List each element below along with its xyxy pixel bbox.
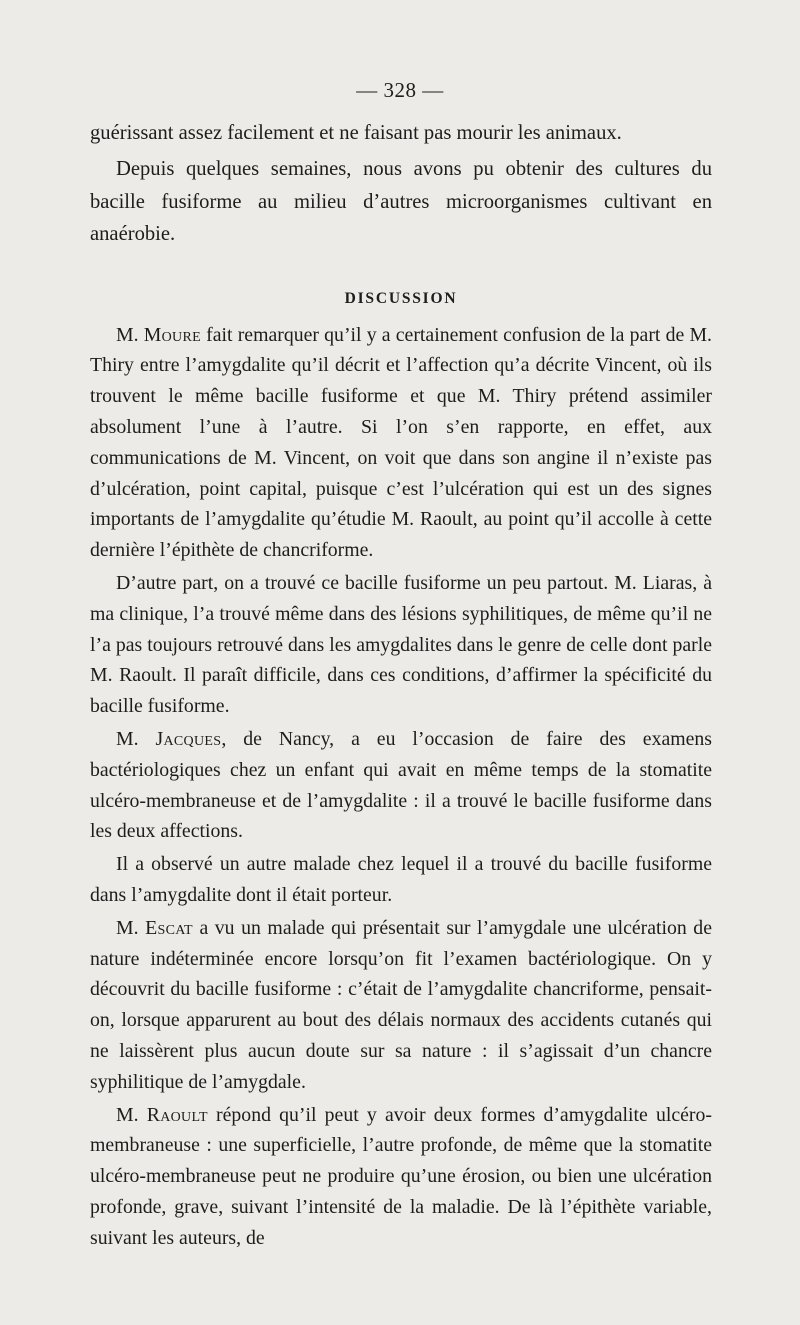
paragraph-escat bbox=[90, 913, 712, 1098]
paragraph-cultures: Depuis quelques semaines, nous avons pu obtenir des cultures du bacille fusiforme au milieu d’autres microorganismes cultivant en anaérobie. bbox=[90, 158, 712, 246]
paragraph-liaras bbox=[90, 568, 712, 722]
paragraph-jacques bbox=[90, 724, 712, 847]
speaker-prefix: M. bbox=[116, 1103, 139, 1126]
paragraph-raoult bbox=[90, 1100, 712, 1254]
speaker-name: Moure bbox=[143, 323, 201, 346]
paragraph-text: répond qu’il peut y avoir deux formes d’amygdalite ulcéro-membraneuse : une superficielle, l’autre profonde, de même que la stomatite ulcéro-membraneuse peut ne produire qu’une érosion, ou bien une ulcération profonde, grave, suivant l’intensité de la maladie. De là l’épithète variable, suivant les auteurs, de bbox=[90, 1103, 712, 1249]
paragraph-other-patient bbox=[90, 849, 712, 911]
paragraph-text: fait remarquer qu’il y a certainement confusion de la part de M. Thiry entre l’amygdalite qu’il décrit et l’affection qu’a décrite Vincent, où ils trouvent le même bacille fusiforme et que M. Thiry prétend assimiler absolument l’une à l’autre. Si l’on s’en rapporte, en effet, aux communications de M. Vincent, on voit que dans son angine il n’existe pas d’ulcération, point capital, puisque c’est l’ulcération qui est un des signes importants de l’amygdalite qu’étudie M. Raoult, au point qu’il accolle à cette dernière l’épithète de chancriforme. bbox=[90, 323, 712, 562]
speaker-prefix: M. bbox=[116, 916, 139, 939]
paragraph-text: , de Nancy, a eu l’occasion de faire des examens bactériologiques chez un enfant qui avait en même temps de la stomatite ulcéro-membraneuse et de l’amygdalite : il a trouvé le bacille fusiforme dans les deux affections. bbox=[90, 727, 712, 843]
section-heading-discussion: DISCUSSION bbox=[344, 289, 458, 307]
speaker-name: Raoult bbox=[146, 1103, 208, 1126]
speaker-name: Jacques bbox=[155, 727, 222, 750]
paragraph-text: D’autre part, on a trouvé ce bacille fusiforme un peu partout. M. Liaras, à ma clinique, l’a trouvé même dans des lésions syphilitiques, de même qu’il ne l’a pas toujours retrouvé dans les amygdalites dans le genre de celle dont parle M. Raoult. Il paraît difficile, dans ces conditions, d’affirmer la spécificité du bacille fusiforme. bbox=[90, 572, 712, 718]
paragraph-continuation: guérissant assez facilement et ne faisant pas mourir les animaux. bbox=[90, 122, 622, 144]
paragraph-text: Il a observé un autre malade chez lequel il a trouvé du bacille fusiforme dans l’amygdalite dont il était porteur. bbox=[90, 853, 712, 906]
page-number: — 328 — bbox=[356, 78, 444, 102]
page-body bbox=[90, 117, 712, 1254]
speaker-prefix: M. bbox=[116, 323, 139, 346]
discussion-section bbox=[90, 320, 712, 1254]
speaker-prefix: M. bbox=[116, 727, 139, 750]
paragraph-moure bbox=[90, 320, 712, 566]
speaker-name: Escat bbox=[145, 916, 193, 939]
paragraph-text: a vu un malade qui présentait sur l’amygdale une ulcération de nature indéterminée encore lorsqu’on fit l’examen bactériologique. On y découvrit du bacille fusiforme : c’était de l’amygdalite chancriforme, pensait-on, lorsque apparurent au bout des délais normaux des accidents cutanés qui ne laissèrent plus aucun doute sur sa nature : il s’agissait d’un chancre syphilitique de l’amygdale. bbox=[90, 916, 712, 1093]
